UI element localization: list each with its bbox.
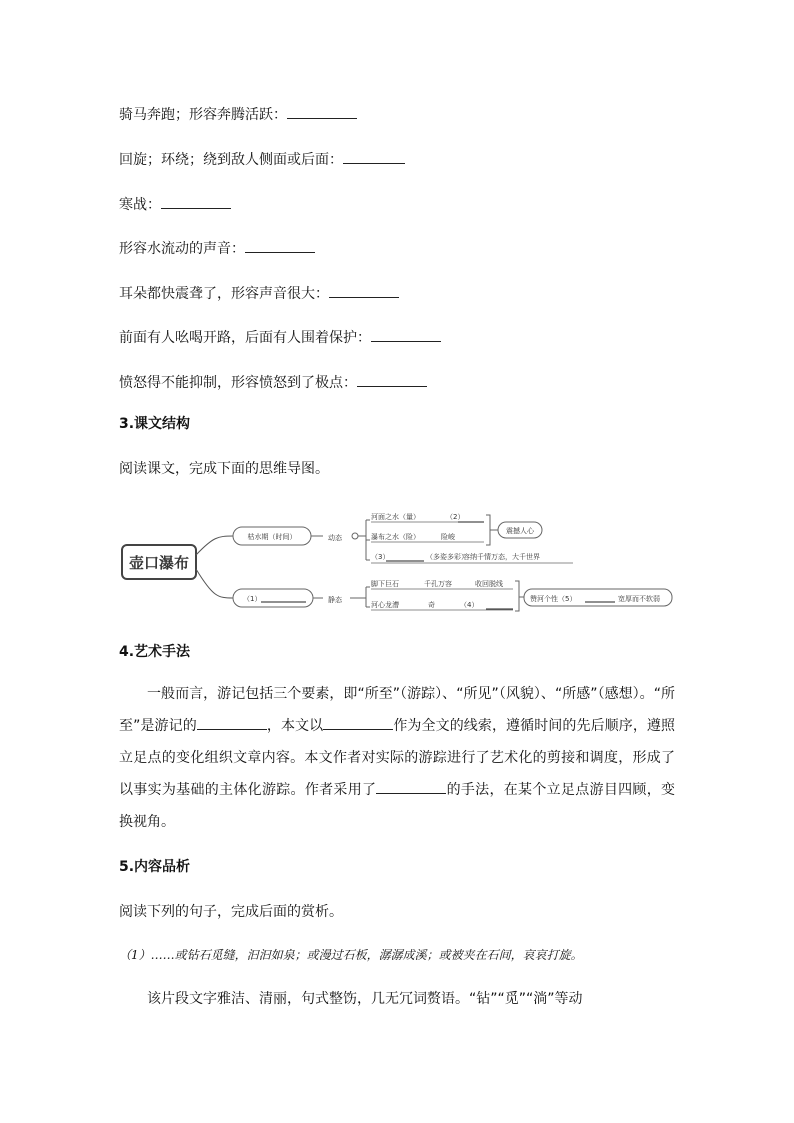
mindmap-varied: （多姿多彩） [426, 553, 468, 561]
vocab-text: 形容水流动的声音： [119, 241, 245, 257]
vocab-line-6 [119, 327, 441, 347]
mindmap-odd: 奇 [428, 601, 435, 609]
answer-blank[interactable] [376, 779, 446, 794]
mindmap-character: 赞河个性（5） [530, 595, 577, 603]
mindmap-dynamic-label: 动态 [328, 534, 342, 542]
vocab-line-3 [119, 194, 231, 214]
mindmap-shock: 震撼人心 [506, 527, 534, 535]
section-4-text-1: 一般而言，游记包括三个要素，即“所至”（游踪）、“所见”（风貌）、“所感”（感想）。“所至”是游记的 [119, 686, 675, 734]
section-5-analysis: 该片段文字雅洁、清丽，句式整饬，几无冗词赘语。“钻”“觅”“淌”等动 [147, 991, 583, 1007]
mindmap-holes: 千孔万容 [424, 580, 452, 588]
answer-blank[interactable] [287, 104, 357, 119]
vocab-text: 耳朵都快震聋了，形容声音很大： [119, 286, 329, 302]
section-3-instruction: 阅读课文，完成下面的思维导图。 [119, 461, 329, 477]
mindmap-rugged: 险峻 [441, 533, 455, 541]
mindmap-blank-4: （4） [460, 601, 479, 609]
section-4-text-2: ，本文以 [266, 718, 324, 734]
answer-blank[interactable] [161, 194, 231, 209]
vocab-text: 前面有人吆喝开路，后面有人围着保护： [119, 330, 371, 346]
section-5-instruction: 阅读下列的句子，完成后面的赏析。 [119, 904, 343, 920]
mindmap-dynamic-node [352, 533, 358, 539]
section-4-paragraph [119, 678, 675, 838]
mindmap-upper-branch-label: 枯水期（时间） [247, 533, 297, 541]
mindmap-center-label: 壶口瀑布 [128, 554, 190, 572]
answer-blank[interactable] [329, 283, 399, 298]
section-5-quote: （1）……或钻石觅缝，汩汩如泉；或漫过石板，潺潺成溪；或被夹在石间，哀哀打旋。 [119, 948, 583, 962]
mindmap-calm: 收回脱线 [475, 580, 503, 588]
vocab-text: 骑马奔跑；形容奔腾活跃： [119, 107, 287, 123]
vocab-text: 寒战： [119, 197, 161, 213]
vocab-line-2 [119, 149, 405, 169]
mindmap-blank-1: （1） [243, 595, 262, 603]
mindmap-blank-3: （3） [371, 553, 390, 561]
mindmap-stone: 脚下巨石 [371, 580, 399, 588]
vocab-line-4 [119, 238, 315, 258]
answer-blank[interactable] [197, 715, 267, 730]
mindmap-blank-2: （2） [446, 513, 465, 521]
section-4-text-3: 作为全文的线索，遵循时间的先后顺序，遵照立足点的变化组织文章内容。本文作者对实际的游踪进行了艺术化的剪接和调度，形成了以事实为基础的主体化游踪。作者采用了 [119, 718, 676, 798]
mindmap-static-label: 静态 [328, 596, 342, 604]
section-4-title: 4.艺术手法 [119, 644, 191, 660]
vocab-text: 愤怒得不能抑制，形容愤怒到了极点： [119, 375, 357, 391]
mind-map [118, 503, 678, 618]
section-3-title: 3.课文结构 [119, 416, 191, 432]
answer-blank[interactable] [357, 372, 427, 387]
mindmap-waterfall: 瀑布之水（险） [371, 533, 420, 541]
mindmap-embrace: 容纳千情万态，大千世界 [463, 553, 540, 561]
answer-blank[interactable] [245, 238, 315, 253]
mindmap-broad: 宽厚而不软弱 [618, 595, 660, 603]
section-5-title: 5.内容品析 [119, 859, 191, 875]
mindmap-river-water: 河面之水（量） [371, 513, 420, 521]
vocab-line-1 [119, 104, 357, 124]
vocab-line-5 [119, 283, 399, 303]
mindmap-river-heart: 河心龙漕 [371, 601, 399, 609]
answer-blank[interactable] [371, 327, 441, 342]
vocab-line-7 [119, 372, 427, 392]
section-4-text-4: 的手法，在某个立足点游目四顾，变换视角。 [119, 782, 676, 830]
answer-blank[interactable] [343, 149, 405, 164]
answer-blank[interactable] [323, 715, 393, 730]
vocab-text: 回旋；环绕；绕到敌人侧面或后面： [119, 152, 343, 168]
